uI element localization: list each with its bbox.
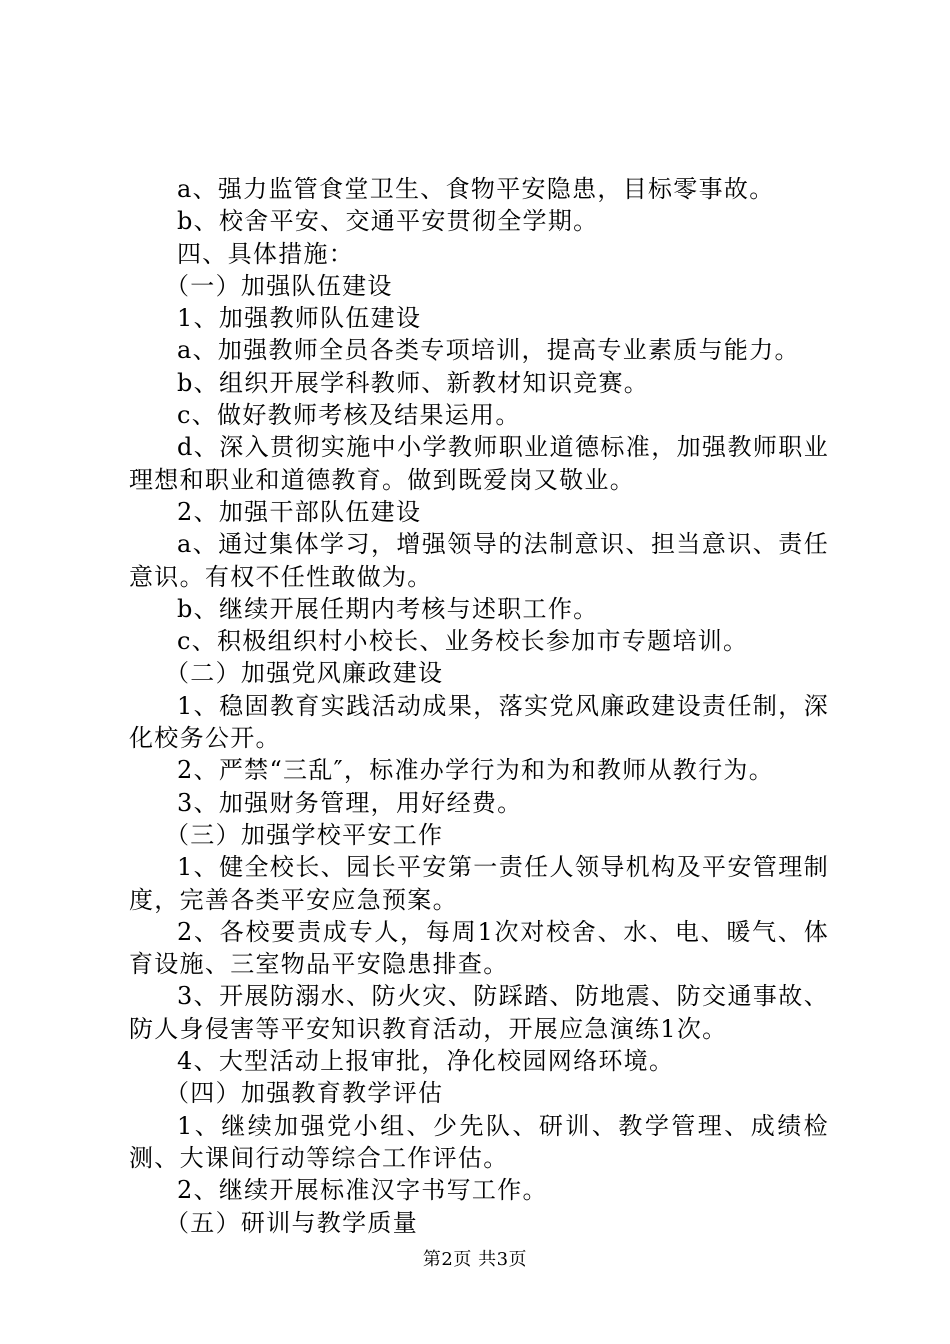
paragraph: 4、大型活动上报审批，净化校园网络环境。	[177, 1047, 675, 1076]
section-heading: 四、具体措施：	[177, 239, 355, 268]
subsection-heading: （一）加强队伍建设	[165, 271, 393, 300]
paragraph: 1、继续加强党小组、少先队、研训、教学管理、成绩检测、大课间行动等综合工作评估。	[129, 1111, 829, 1172]
paragraph: c、积极组织村小校长、业务校长参加市专题培训。	[177, 627, 749, 656]
paragraph: a、通过集体学习，增强领导的法制意识、担当意识、责任意识。有权不任性敢做为。	[129, 530, 829, 591]
paragraph: 3、加强财务管理，用好经费。	[177, 788, 523, 817]
paragraph: 2、加强干部队伍建设	[177, 497, 422, 526]
paragraph: c、做好教师考核及结果运用。	[177, 401, 521, 430]
paragraph: 1、加强教师队伍建设	[177, 304, 422, 333]
paragraph: 1、稳固教育实践活动成果，落实党风廉政建设责任制，深化校务公开。	[129, 691, 829, 753]
paragraph: b、校舍平安、交通平安贯彻全学期。	[177, 207, 599, 236]
subsection-heading: （五）研训与教学质量	[165, 1208, 418, 1237]
paragraph: 2、各校要责成专人，每周1次对校舍、水、电、暖气、体育设施、三室物品平安隐患排查。	[129, 917, 829, 979]
document-body	[129, 173, 829, 1239]
paragraph: b、继续开展任期内考核与述职工作。	[177, 594, 599, 623]
subsection-heading: （三）加强学校平安工作	[165, 820, 444, 849]
page-footer: 第2页 共3页	[422, 1249, 528, 1270]
paragraph: 3、开展防溺水、防火灾、防踩踏、防地震、防交通事故、防人身侵害等平安知识教育活动，开展应急演练1次。	[129, 982, 829, 1043]
paragraph: b、组织开展学科教师、新教材知识竞赛。	[177, 368, 650, 397]
paragraph: a、加强教师全员各类专项培训，提高专业素质与能力。	[177, 336, 800, 365]
subsection-heading: （四）加强教育教学评估	[165, 1079, 444, 1108]
paragraph: 2、继续开展标准汉字书写工作。	[177, 1176, 548, 1205]
paragraph: 2、严禁“三乱″，标准办学行为和为和教师从教行为。	[177, 756, 775, 785]
paragraph: d、深入贯彻实施中小学教师职业道德标准，加强教师职业理想和职业和道德教育。做到既爱岗又敬业。	[129, 433, 829, 494]
subsection-heading: （二）加强党风廉政建设	[165, 659, 444, 688]
paragraph: a、强力监管食堂卫生、食物平安隐患，目标零事故。	[177, 175, 775, 203]
paragraph: 1、健全校长、园长平安第一责任人领导机构及平安管理制度，完善各类平安应急预案。	[129, 853, 829, 914]
